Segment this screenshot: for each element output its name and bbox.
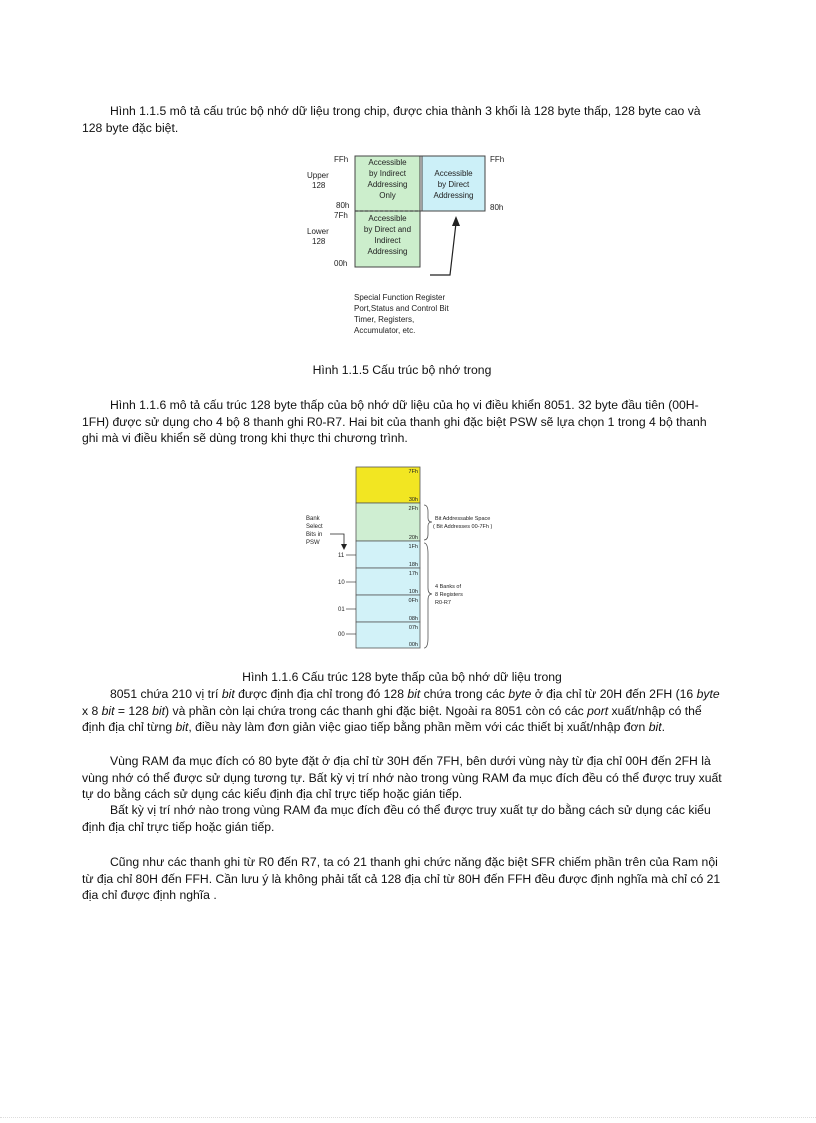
para3-text-10: . bbox=[661, 720, 665, 735]
para3-italic-9: bit bbox=[648, 720, 662, 735]
para3-text-1: 8051 chứa 210 vị trí bbox=[110, 687, 222, 701]
label-upper: Upper bbox=[307, 171, 329, 180]
label-7fh-left: 7Fh bbox=[334, 211, 348, 220]
sfr-note-line3: Timer, Registers, bbox=[354, 315, 415, 324]
box-direct-line1: Accessible bbox=[434, 169, 473, 178]
sfr-arrow bbox=[430, 223, 456, 275]
bit-space-label-line1: Bit Addressable Space bbox=[435, 516, 491, 522]
para3-italic-4: byte bbox=[696, 687, 720, 701]
box-indirect-line2: by Indirect bbox=[369, 169, 406, 178]
box-indirect-line3: Addressing bbox=[367, 180, 408, 189]
label-80h-right: 80h bbox=[490, 203, 504, 212]
internal-memory-structure-diagram bbox=[300, 150, 515, 342]
paragraph-ram-access: Bất kỳ vị trí nhớ nào trong vùng RAM đa mục đích đều có thể được truy xuất tự do bằng cách sử dụng các kiểu định địa chỉ trực tiếp hoặc gián tiếp. bbox=[82, 803, 711, 834]
addr-00h: 00h bbox=[408, 642, 418, 648]
bank-select-line1: Bank bbox=[306, 516, 320, 522]
para3-text-2: được định địa chỉ trong đó 128 bbox=[234, 687, 408, 701]
caption-fig115: Hình 1.1.5 Cấu trúc bộ nhớ trong bbox=[312, 363, 492, 377]
box-direct-indirect-line1: Accessible bbox=[368, 214, 407, 223]
label-00h-left: 00h bbox=[334, 259, 348, 268]
para3-text-4: ở địa chỉ từ 20H đến 2FH (16 bbox=[531, 687, 697, 701]
label-80h-left: 80h bbox=[336, 201, 350, 210]
para3-italic-3: byte bbox=[508, 687, 532, 701]
arrow-head-icon bbox=[452, 216, 460, 226]
banks-brace bbox=[424, 543, 432, 648]
lower128-ram-structure-diagram bbox=[300, 462, 520, 654]
para3-text-5: x 8 bbox=[82, 703, 102, 718]
para3-italic-8: bit bbox=[175, 720, 189, 735]
banks-note-line2: 8 Registers bbox=[435, 592, 463, 598]
addr-07h: 07h bbox=[408, 625, 418, 631]
para3-italic-5: bit bbox=[101, 703, 115, 718]
addr-10h: 10h bbox=[408, 589, 418, 595]
box-direct-indirect-line4: Addressing bbox=[367, 247, 408, 256]
banks-note-line1: 4 Banks of bbox=[435, 584, 461, 590]
para3-italic-6: bit bbox=[152, 703, 166, 718]
bank-select-arrow-head-icon bbox=[341, 544, 347, 550]
bank-select-line4: PSW bbox=[306, 540, 320, 546]
para3-text-3: chứa trong các bbox=[420, 687, 509, 701]
paragraph-sfr: Cũng như các thanh ghi từ R0 đến R7, ta có 21 thanh ghi chức năng đặc biệt SFR chiếm phần trên của Ram nội từ địa chỉ 80H đến FFH. Cần lưu ý là không phải tất cả 128 địa chỉ từ 80H đến FFH đều được định nghĩa mà chỉ có 21 địa chỉ được định nghĩa . bbox=[82, 855, 721, 903]
caption-fig116: Hình 1.1.6 Cấu trúc 128 byte thấp của bộ nhớ dữ liệu trong bbox=[242, 670, 562, 684]
label-upper-128: 128 bbox=[312, 181, 326, 190]
addr-30h: 30h bbox=[408, 497, 418, 503]
label-ffh-right: FFh bbox=[490, 155, 505, 164]
label-lower-128: 128 bbox=[312, 237, 326, 246]
para3-italic-2: bit bbox=[407, 687, 421, 701]
addr-17h: 17h bbox=[408, 571, 418, 577]
bank-select-line2: Select bbox=[306, 524, 323, 530]
box-direct-indirect-line2: by Direct and bbox=[363, 225, 412, 234]
addr-18h: 18h bbox=[408, 562, 418, 568]
bit-space-label-line2: ( Bit Addresses 00-7Fh ) bbox=[433, 524, 493, 530]
paragraph-bit-addressing bbox=[82, 686, 722, 736]
bank-sel-01: 01 bbox=[338, 607, 345, 613]
paragraph-intro-fig116: Hình 1.1.6 mô tả cấu trúc 128 byte thấp của bộ nhớ dữ liệu của họ vi điều khiển 8051. 32 byte đầu tiên (00H-1FH) được sử dụng cho 4 bộ 8 thanh ghi R0-R7. Hai bit của thanh ghi đặc biệt PSW sẽ lựa chọn 1 trong 4 bộ thanh ghi mà vi điều khiển sẽ dùng trong khi thực thi chương trình. bbox=[82, 398, 707, 446]
box-indirect-line1: Accessible bbox=[368, 158, 407, 167]
addr-2fh: 2Fh bbox=[408, 506, 418, 512]
label-ffh-left: FFh bbox=[334, 155, 349, 164]
bank-sel-11: 11 bbox=[338, 553, 345, 559]
bit-space-brace bbox=[424, 505, 432, 540]
para3-text-7: ) và phần còn lại chứa trong các thanh ghi đặc biệt. Ngoài ra 8051 còn có các bbox=[165, 703, 588, 718]
page-footer-divider bbox=[0, 1117, 816, 1118]
addr-08h: 08h bbox=[408, 616, 418, 622]
box-direct-line3: Addressing bbox=[433, 191, 474, 200]
box-direct-line2: by Direct bbox=[437, 180, 470, 189]
addr-7fh: 7Fh bbox=[408, 469, 418, 475]
addr-20h: 20h bbox=[408, 535, 418, 541]
label-lower: Lower bbox=[307, 227, 329, 236]
box-indirect-line4: Only bbox=[379, 191, 396, 200]
paragraph-intro-fig115: Hình 1.1.5 mô tả cấu trúc bộ nhớ dữ liệu trong chip, được chia thành 3 khối là 128 byte thấp, 128 byte cao và 128 byte đặc biệt. bbox=[82, 104, 701, 135]
para3-italic-7: port bbox=[587, 703, 609, 718]
paragraph-general-ram: Vùng RAM đa mục đích có 80 byte đặt ở địa chỉ từ 30H đến 7FH, bên dưới vùng này từ địa chỉ 00H đến 2FH là vùng nhớ có thể được sử dụng tương tự. Bất kỳ vị trí nhớ nào trong vùng RAM đa mục đích đều có thể được truy xuất tự do bằng cách sử dụng các kiểu định địa chỉ trực tiếp hoặc gián tiếp. bbox=[82, 754, 722, 802]
addr-0fh: 0Fh bbox=[408, 598, 418, 604]
bank-sel-00: 00 bbox=[338, 632, 345, 638]
sfr-note-line1: Special Function Register bbox=[354, 293, 446, 302]
bank-select-line3: Bits in bbox=[306, 532, 323, 538]
bank-sel-10: 10 bbox=[338, 580, 345, 586]
para3-text-9: , điều này làm đơn giản việc giao tiếp bằng phần mềm với các thiết bị xuất/nhập đơn bbox=[188, 720, 649, 735]
sfr-note-line4: Accumulator, etc. bbox=[354, 326, 416, 335]
para3-text-6: = 128 bbox=[114, 703, 153, 718]
banks-note-line3: R0-R7 bbox=[435, 600, 451, 606]
para3-italic-1: bit bbox=[221, 687, 235, 701]
para3-text-8: xuất/nhập có thể định địa chỉ từng bbox=[82, 703, 702, 735]
sfr-note-line2: Port,Status and Control Bit bbox=[354, 304, 449, 313]
addr-1fh: 1Fh bbox=[408, 544, 418, 550]
box-direct-indirect-line3: Indirect bbox=[374, 236, 401, 245]
